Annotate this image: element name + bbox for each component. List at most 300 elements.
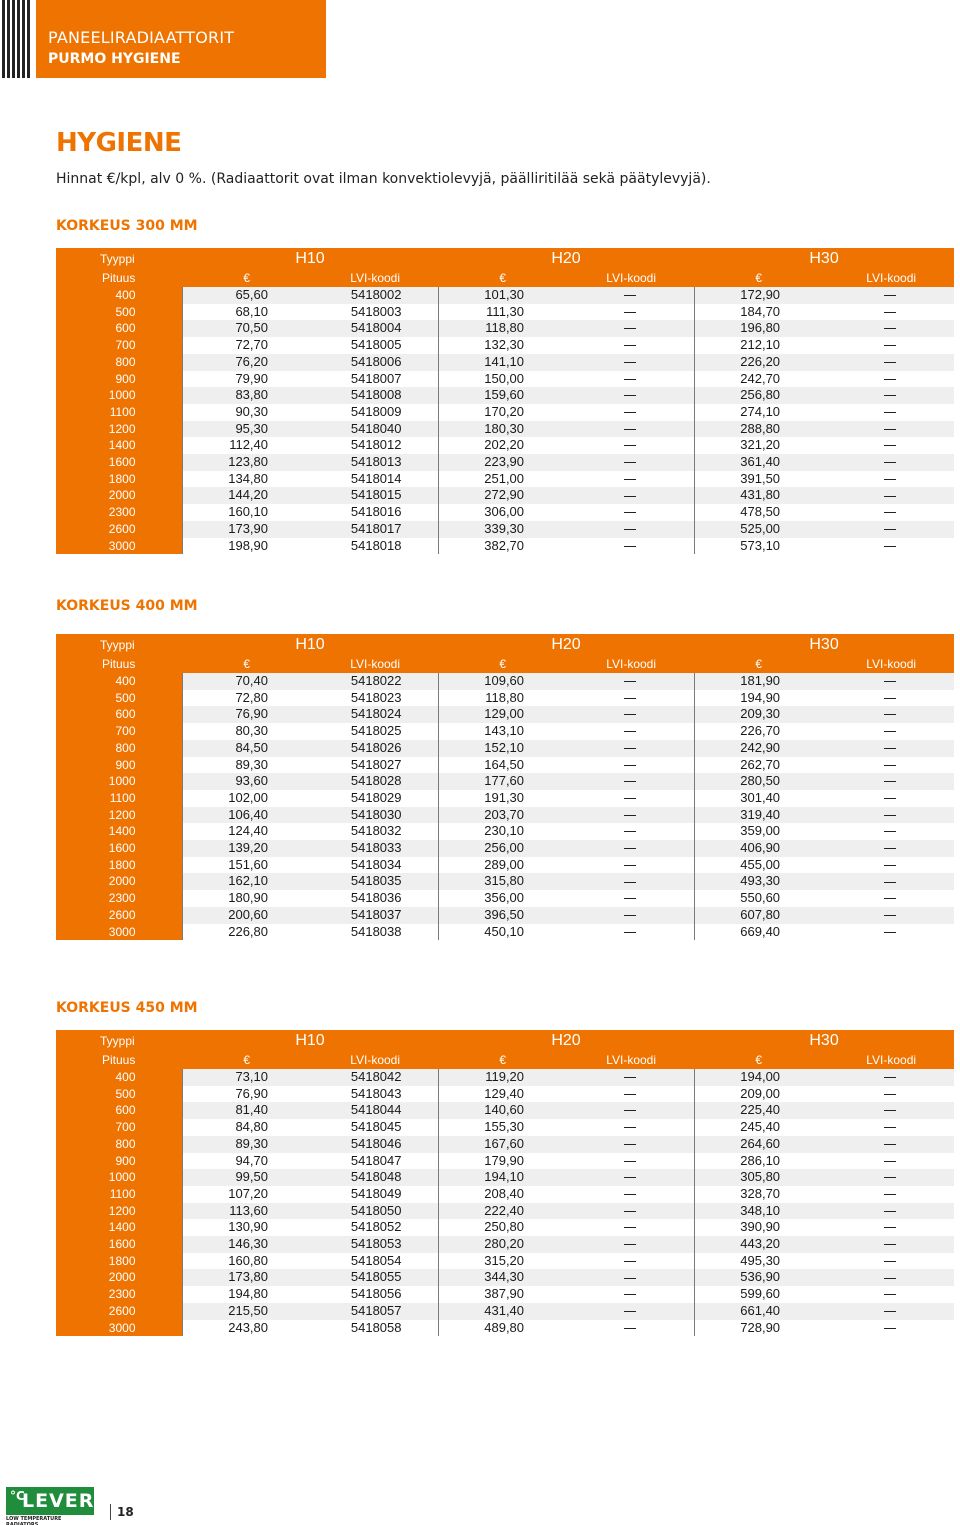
section-title: KORKEUS 300 MM — [56, 218, 198, 234]
length-cell: 400 — [56, 673, 182, 690]
h10-price-cell: 146,30 — [182, 1236, 312, 1253]
length-cell: 1800 — [56, 471, 182, 488]
h20-price-cell: 194,10 — [438, 1169, 568, 1186]
length-cell: 700 — [56, 337, 182, 354]
h10-code-cell: 5418049 — [312, 1186, 438, 1203]
length-cell: 1400 — [56, 437, 182, 454]
h20-price-cell: 129,40 — [438, 1086, 568, 1103]
no-code-dash — [884, 1311, 896, 1312]
h10-price-cell: 112,40 — [182, 437, 312, 454]
h30-code-cell — [824, 454, 954, 471]
h20-price-cell: 119,20 — [438, 1069, 568, 1086]
no-code-dash — [884, 1227, 896, 1228]
no-code-dash — [884, 748, 896, 749]
h10-code-cell: 5418046 — [312, 1136, 438, 1153]
no-code-dash — [884, 379, 896, 380]
h30-price-cell: 478,50 — [694, 504, 824, 521]
table-header-row — [56, 1030, 954, 1052]
h10-code-cell: 5418032 — [312, 823, 438, 840]
table-row — [56, 487, 954, 504]
h20-code-cell — [568, 1169, 694, 1186]
h10-code-cell: 5418048 — [312, 1169, 438, 1186]
h30-price-cell: 391,50 — [694, 471, 824, 488]
h10-code-cell: 5418018 — [312, 538, 438, 555]
group-label-h10: H10 — [182, 1030, 438, 1052]
h20-code-cell — [568, 723, 694, 740]
h20-price-cell: 155,30 — [438, 1119, 568, 1136]
length-cell: 1000 — [56, 1169, 182, 1186]
no-code-dash — [884, 1294, 896, 1295]
length-cell: 3000 — [56, 1320, 182, 1337]
h20-code-cell — [568, 1102, 694, 1119]
no-code-dash — [884, 1244, 896, 1245]
h30-code-cell — [824, 371, 954, 388]
h30-price-cell: 348,10 — [694, 1203, 824, 1220]
h10-code-cell: 5418053 — [312, 1236, 438, 1253]
price-column-header: € — [438, 1052, 568, 1069]
h30-price-cell: 669,40 — [694, 924, 824, 941]
h10-code-cell: 5418035 — [312, 873, 438, 890]
h10-code-cell: 5418042 — [312, 1069, 438, 1086]
no-code-dash — [624, 1110, 636, 1111]
logo-degree-mark: °C — [10, 1489, 25, 1503]
h30-code-cell — [824, 790, 954, 807]
h20-price-cell: 202,20 — [438, 437, 568, 454]
h20-price-cell: 164,50 — [438, 757, 568, 774]
h30-price-cell: 406,90 — [694, 840, 824, 857]
h20-price-cell: 272,90 — [438, 487, 568, 504]
no-code-dash — [624, 1261, 636, 1262]
h10-code-cell: 5418002 — [312, 287, 438, 304]
table-row — [56, 1286, 954, 1303]
h30-code-cell — [824, 840, 954, 857]
no-code-dash — [884, 395, 896, 396]
h20-price-cell: 111,30 — [438, 304, 568, 321]
h20-code-cell — [568, 1186, 694, 1203]
table-subheader-row — [56, 270, 954, 287]
h20-code-cell — [568, 924, 694, 941]
no-code-dash — [884, 429, 896, 430]
h20-price-cell: 140,60 — [438, 1102, 568, 1119]
h10-code-cell: 5418056 — [312, 1286, 438, 1303]
h20-price-cell: 223,90 — [438, 454, 568, 471]
length-cell: 500 — [56, 1086, 182, 1103]
h10-price-cell: 107,20 — [182, 1186, 312, 1203]
no-code-dash — [884, 698, 896, 699]
h20-code-cell — [568, 823, 694, 840]
h10-price-cell: 76,20 — [182, 354, 312, 371]
h10-price-cell: 90,30 — [182, 404, 312, 421]
header-stripe-decoration — [0, 0, 34, 78]
no-code-dash — [624, 898, 636, 899]
no-code-dash — [884, 312, 896, 313]
length-cell: 1200 — [56, 807, 182, 824]
no-code-dash — [884, 362, 896, 363]
code-column-header: LVI-koodi — [568, 656, 694, 673]
h20-price-cell: 191,30 — [438, 790, 568, 807]
no-code-dash — [884, 798, 896, 799]
length-cell: 400 — [56, 287, 182, 304]
no-code-dash — [624, 681, 636, 682]
h30-code-cell — [824, 1253, 954, 1270]
no-code-dash — [884, 512, 896, 513]
h20-price-cell: 177,60 — [438, 773, 568, 790]
no-code-dash — [624, 1211, 636, 1212]
no-code-dash — [624, 731, 636, 732]
h10-price-cell: 81,40 — [182, 1102, 312, 1119]
no-code-dash — [884, 898, 896, 899]
price-column-header: € — [438, 656, 568, 673]
no-code-dash — [624, 781, 636, 782]
h30-code-cell — [824, 1136, 954, 1153]
h30-code-cell — [824, 1236, 954, 1253]
h20-code-cell — [568, 387, 694, 404]
no-code-dash — [624, 462, 636, 463]
h30-price-cell: 321,20 — [694, 437, 824, 454]
no-code-dash — [624, 1161, 636, 1162]
h10-code-cell: 5418036 — [312, 890, 438, 907]
h10-price-cell: 70,50 — [182, 320, 312, 337]
h20-price-cell: 396,50 — [438, 907, 568, 924]
no-code-dash — [884, 1194, 896, 1195]
no-code-dash — [624, 1227, 636, 1228]
h20-price-cell: 450,10 — [438, 924, 568, 941]
h30-code-cell — [824, 471, 954, 488]
no-code-dash — [884, 1177, 896, 1178]
table-row — [56, 907, 954, 924]
no-code-dash — [624, 1328, 636, 1329]
h20-price-cell: 315,20 — [438, 1253, 568, 1270]
length-cell: 800 — [56, 740, 182, 757]
h10-code-cell: 5418024 — [312, 706, 438, 723]
no-code-dash — [624, 1177, 636, 1178]
h30-code-cell — [824, 1069, 954, 1086]
h10-price-cell: 243,80 — [182, 1320, 312, 1337]
h10-price-cell: 194,80 — [182, 1286, 312, 1303]
h10-price-cell: 102,00 — [182, 790, 312, 807]
h10-code-cell: 5418014 — [312, 471, 438, 488]
table-row — [56, 437, 954, 454]
h20-code-cell — [568, 404, 694, 421]
table-row — [56, 723, 954, 740]
h30-code-cell — [824, 757, 954, 774]
no-code-dash — [884, 1094, 896, 1095]
no-code-dash — [624, 379, 636, 380]
length-cell: 600 — [56, 706, 182, 723]
h10-price-cell: 72,70 — [182, 337, 312, 354]
h10-price-cell: 139,20 — [182, 840, 312, 857]
table-row — [56, 1119, 954, 1136]
h30-code-cell — [824, 421, 954, 438]
table-row — [56, 1253, 954, 1270]
h10-code-cell: 5418027 — [312, 757, 438, 774]
table-row — [56, 1219, 954, 1236]
price-column-header: € — [694, 1052, 824, 1069]
h30-price-cell: 573,10 — [694, 538, 824, 555]
h30-code-cell — [824, 404, 954, 421]
h30-price-cell: 181,90 — [694, 673, 824, 690]
h30-code-cell — [824, 538, 954, 555]
h20-code-cell — [568, 454, 694, 471]
h10-code-cell: 5418012 — [312, 437, 438, 454]
h10-code-cell: 5418007 — [312, 371, 438, 388]
h10-code-cell: 5418004 — [312, 320, 438, 337]
h20-price-cell: 489,80 — [438, 1320, 568, 1337]
table-row — [56, 873, 954, 890]
h20-price-cell: 203,70 — [438, 807, 568, 824]
length-label: Pituus — [56, 656, 182, 673]
no-code-dash — [624, 395, 636, 396]
h30-price-cell: 495,30 — [694, 1253, 824, 1270]
h20-code-cell — [568, 1269, 694, 1286]
h10-price-cell: 83,80 — [182, 387, 312, 404]
price-column-header: € — [694, 656, 824, 673]
table-row — [56, 840, 954, 857]
h30-code-cell — [824, 504, 954, 521]
table-row — [56, 1320, 954, 1337]
no-code-dash — [624, 848, 636, 849]
length-label: Pituus — [56, 270, 182, 287]
h20-price-cell: 180,30 — [438, 421, 568, 438]
no-code-dash — [884, 1144, 896, 1145]
no-code-dash — [624, 479, 636, 480]
logo-tagline: LOW TEMPERATURE RADIATORS — [6, 1516, 62, 1525]
h30-code-cell — [824, 1303, 954, 1320]
no-code-dash — [624, 1311, 636, 1312]
h10-price-cell: 200,60 — [182, 907, 312, 924]
h10-price-cell: 76,90 — [182, 1086, 312, 1103]
no-code-dash — [884, 1127, 896, 1128]
h10-code-cell: 5418038 — [312, 924, 438, 941]
h20-code-cell — [568, 1069, 694, 1086]
no-code-dash — [624, 328, 636, 329]
no-code-dash — [624, 529, 636, 530]
h30-price-cell: 194,00 — [694, 1069, 824, 1086]
length-label: Pituus — [56, 1052, 182, 1069]
h20-code-cell — [568, 890, 694, 907]
h20-code-cell — [568, 337, 694, 354]
table-row — [56, 521, 954, 538]
h20-price-cell: 118,80 — [438, 690, 568, 707]
no-code-dash — [884, 882, 896, 883]
table-row — [56, 673, 954, 690]
h20-code-cell — [568, 873, 694, 890]
no-code-dash — [884, 714, 896, 715]
h10-price-cell: 144,20 — [182, 487, 312, 504]
length-cell: 400 — [56, 1069, 182, 1086]
h30-price-cell: 305,80 — [694, 1169, 824, 1186]
h30-price-cell: 225,40 — [694, 1102, 824, 1119]
table-row — [56, 1136, 954, 1153]
h10-code-cell: 5418013 — [312, 454, 438, 471]
h20-code-cell — [568, 504, 694, 521]
h30-code-cell — [824, 320, 954, 337]
h10-price-cell: 84,50 — [182, 740, 312, 757]
table-row — [56, 471, 954, 488]
h20-price-cell: 256,00 — [438, 840, 568, 857]
table-header-row — [56, 634, 954, 656]
h30-price-cell: 328,70 — [694, 1186, 824, 1203]
no-code-dash — [624, 698, 636, 699]
h10-price-cell: 94,70 — [182, 1153, 312, 1170]
h10-price-cell: 89,30 — [182, 1136, 312, 1153]
h20-price-cell: 280,20 — [438, 1236, 568, 1253]
price-table-450 — [56, 1030, 954, 1336]
no-code-dash — [884, 815, 896, 816]
type-label: Tyyppi — [56, 1030, 182, 1052]
no-code-dash — [884, 546, 896, 547]
h10-code-cell: 5418025 — [312, 723, 438, 740]
table-row — [56, 504, 954, 521]
h10-price-cell: 162,10 — [182, 873, 312, 890]
h20-price-cell: 251,00 — [438, 471, 568, 488]
table-row — [56, 1303, 954, 1320]
h20-price-cell: 339,30 — [438, 521, 568, 538]
h10-code-cell: 5418058 — [312, 1320, 438, 1337]
h30-price-cell: 359,00 — [694, 823, 824, 840]
table-row — [56, 924, 954, 941]
h30-code-cell — [824, 521, 954, 538]
h30-price-cell: 184,70 — [694, 304, 824, 321]
no-code-dash — [624, 1077, 636, 1078]
no-code-dash — [884, 765, 896, 766]
h10-price-cell: 160,80 — [182, 1253, 312, 1270]
length-cell: 2600 — [56, 1303, 182, 1320]
h10-code-cell: 5418005 — [312, 337, 438, 354]
length-cell: 700 — [56, 723, 182, 740]
h20-price-cell: 356,00 — [438, 890, 568, 907]
h10-code-cell: 5418037 — [312, 907, 438, 924]
h30-code-cell — [824, 1286, 954, 1303]
length-cell: 2300 — [56, 1286, 182, 1303]
h30-price-cell: 194,90 — [694, 690, 824, 707]
logo-box — [6, 1487, 94, 1515]
header-band — [36, 0, 326, 78]
h30-code-cell — [824, 890, 954, 907]
h20-code-cell — [568, 437, 694, 454]
h10-price-cell: 124,40 — [182, 823, 312, 840]
h30-price-cell: 242,90 — [694, 740, 824, 757]
group-label-h30: H30 — [694, 1030, 954, 1052]
length-cell: 1600 — [56, 1236, 182, 1253]
h10-price-cell: 173,90 — [182, 521, 312, 538]
h30-code-cell — [824, 773, 954, 790]
h10-code-cell: 5418043 — [312, 1086, 438, 1103]
h20-price-cell: 132,30 — [438, 337, 568, 354]
no-code-dash — [624, 295, 636, 296]
h20-price-cell: 143,10 — [438, 723, 568, 740]
group-label-h20: H20 — [438, 634, 694, 656]
h20-code-cell — [568, 840, 694, 857]
h20-code-cell — [568, 1320, 694, 1337]
group-label-h10: H10 — [182, 634, 438, 656]
h30-code-cell — [824, 1102, 954, 1119]
no-code-dash — [884, 1328, 896, 1329]
no-code-dash — [884, 1261, 896, 1262]
no-code-dash — [884, 932, 896, 933]
table-row — [56, 1236, 954, 1253]
no-code-dash — [624, 882, 636, 883]
table-row — [56, 1102, 954, 1119]
h20-price-cell: 109,60 — [438, 673, 568, 690]
header-product: PURMO HYGIENE — [48, 51, 181, 67]
table-row — [56, 404, 954, 421]
no-code-dash — [884, 295, 896, 296]
h20-code-cell — [568, 371, 694, 388]
h10-price-cell: 151,60 — [182, 857, 312, 874]
no-code-dash — [624, 932, 636, 933]
h20-code-cell — [568, 690, 694, 707]
h30-price-cell: 212,10 — [694, 337, 824, 354]
h10-code-cell: 5418022 — [312, 673, 438, 690]
h30-price-cell: 599,60 — [694, 1286, 824, 1303]
length-cell: 1200 — [56, 421, 182, 438]
h10-code-cell: 5418026 — [312, 740, 438, 757]
h30-code-cell — [824, 1119, 954, 1136]
table-row — [56, 690, 954, 707]
no-code-dash — [884, 479, 896, 480]
h20-price-cell: 382,70 — [438, 538, 568, 555]
h30-code-cell — [824, 1153, 954, 1170]
h10-price-cell: 173,80 — [182, 1269, 312, 1286]
h20-code-cell — [568, 487, 694, 504]
h30-price-cell: 172,90 — [694, 287, 824, 304]
h10-price-cell: 180,90 — [182, 890, 312, 907]
h10-price-cell: 215,50 — [182, 1303, 312, 1320]
h30-code-cell — [824, 706, 954, 723]
table-row — [56, 857, 954, 874]
code-column-header: LVI-koodi — [824, 270, 954, 287]
h30-price-cell: 443,20 — [694, 1236, 824, 1253]
code-column-header: LVI-koodi — [568, 1052, 694, 1069]
h20-price-cell: 230,10 — [438, 823, 568, 840]
no-code-dash — [884, 529, 896, 530]
h30-code-cell — [824, 723, 954, 740]
h30-code-cell — [824, 690, 954, 707]
no-code-dash — [884, 781, 896, 782]
h10-price-cell: 95,30 — [182, 421, 312, 438]
h20-price-cell: 152,10 — [438, 740, 568, 757]
length-cell: 900 — [56, 1153, 182, 1170]
length-cell: 1400 — [56, 823, 182, 840]
table-row — [56, 337, 954, 354]
h20-price-cell: 118,80 — [438, 320, 568, 337]
h30-code-cell — [824, 740, 954, 757]
length-cell: 600 — [56, 1102, 182, 1119]
h30-price-cell: 262,70 — [694, 757, 824, 774]
h10-price-cell: 84,80 — [182, 1119, 312, 1136]
h10-price-cell: 65,60 — [182, 287, 312, 304]
h20-price-cell: 179,90 — [438, 1153, 568, 1170]
no-code-dash — [884, 848, 896, 849]
h20-code-cell — [568, 773, 694, 790]
type-label: Tyyppi — [56, 248, 182, 270]
no-code-dash — [624, 1244, 636, 1245]
code-column-header: LVI-koodi — [824, 1052, 954, 1069]
h30-price-cell: 256,80 — [694, 387, 824, 404]
length-cell: 2600 — [56, 521, 182, 538]
no-code-dash — [884, 1110, 896, 1111]
h20-code-cell — [568, 1119, 694, 1136]
h10-code-cell: 5418057 — [312, 1303, 438, 1320]
table-row — [56, 387, 954, 404]
no-code-dash — [624, 445, 636, 446]
h30-price-cell: 245,40 — [694, 1119, 824, 1136]
h20-price-cell: 208,40 — [438, 1186, 568, 1203]
h20-price-cell: 387,90 — [438, 1286, 568, 1303]
h10-code-cell: 5418052 — [312, 1219, 438, 1236]
table-row — [56, 320, 954, 337]
